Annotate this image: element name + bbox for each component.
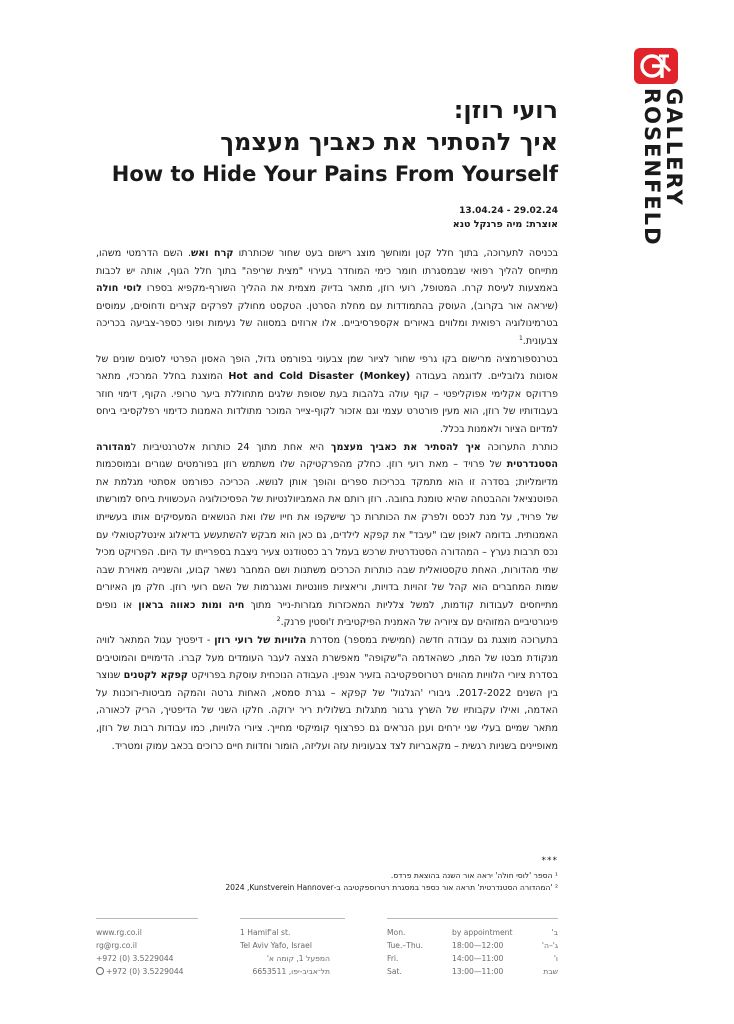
paragraph-2: בטרנספורמציה מרישום בקו גרפי שחור לציור שמן צבעוני בפורמט גדול, הופך האסון הפרטי לסוגים שונים של אסונות גלובליים. לדוגמה בעבודה Hot and Cold Disaster (Monkey) המוצגת בחלל המרכזי, מתאר פרדוקס אקלימי אפוקליפטי – קוף עולה בלהבות בעת שסופת שלגים מתחוללת ביער טרופי. הקוף, דימוי חוזר בעבודותיו של רוזן, הוא מעין פורטרט עצמי וגם אזכור לקוף-צייר המוכר מתולדות האמנות כדימוי רפלקסיבי ביחס למדיום הציור ולאמנות בכלל. [96, 353, 558, 435]
section-separator: *** [541, 856, 558, 866]
paragraph-3: כותרת התערוכה איך להסתיר את כאביך מעצמך היא אחת מתוך 24 כותרות אלטרנטיביות למהדורה הסטנדרטית של פרויד – מאת רועי רוזן. כחלק מהפרקטיקה שלו משתמש רוזן בפורמטים שגורים ובמוסכמות מדיומליות; בסדרה זו הוא מתמקד בכריכות ספרים והופך אותן לנושא. הכריכה כפורמט אסתטי מגלמת את הפוטנציאל וההבטחה שהיא טומנת בחובה. רוזן רותם את האמביוולנטיות של הפסיכולוגיה העכשווית ביחס למורשתו של פרויד, על מנת לכסס ולפרק את הכותרות כך שישקפו את חייו שלו ואת הנושאים המעסיקים אותו בעשייתו האמנותית. בדומה לאופן שבו "עיבד" את קפקא לילדים, גם כאן הוא מבקש להשתעשע בדיאלוג אינטלקטואלי עם נכס תרבות נערץ – המהדורה הסטנדרטית שרכש בעמל רב כסטודנט צעיר ניצבת בספרייתו עד היום. הפרויקט מכיל שתי מהדורות, האחת טקסטואלית שבה כותרות הכרכים משתנות ושם המחבר נשאר קבוע, והשנייה מאוירת שבה שמות המחברים הוא קהל של זהויות בדויות, וריאציות פוונטיות ואנגרמות של השם רועי רוזן. חלק מן האיורים מתייחסים לעבודות קודמות, למשל צלליות המאכזרות מגזרות-נייר מתוך חיה ומות כאווה בראון או נופים פיגורטיביים המזוהים עם ציוריה של האמנית הפיקטיבית ז'וסטין פרנק.$^2$ [96, 441, 558, 629]
paragraph-1: בכניסה לתערוכה, בתוך חלל קטן ומוחשך מוצג רישום בעט שחור שכותרתו קרח ואש. השם הדרמטי משהו, מתייחס להליך רפואי שבמסגרתו חומר כימי המוחדר בעירוי "מצית שריפה" בתוך חלל הגוף, אותה יש לכבות באמצעות לעיסת קרח. המטופל, רועי רוזן, מתאר בדיוק מצמית את ההליך השורף-מקפיא בספרו לוסי חולה (שיראה אור בקרוב), העוסק בהתמודדות עם מחלת הסרטן. הטקסט מחולק לפרקים קצרים ודחוסים, עמוסים בטרמינולוגיה רפואית ומלווים באיורים אקספרסיביים. אלו ארוזים במסווה של נעימות ופוני כספר-צביעה בכריכה צבעונית.$^1$ [96, 248, 558, 347]
artist-name: רועי רוזן: [453, 96, 558, 124]
rg-monogram-glyph [639, 51, 673, 81]
address-en-line2: Tel Aviv Yafo, Israel [240, 941, 312, 950]
footer-hours-times [452, 926, 512, 978]
footnote-1: ¹ הספר 'לוסי חולה' יראה אור השנה בהוצאת פרדס. [390, 871, 558, 880]
hours-time: by appointment [452, 928, 513, 937]
work-title-emphasis: חיה ומות כאווה בראון [138, 599, 245, 611]
wordmark-line-rosenfeld: ROSENFELD [640, 88, 664, 247]
footnote-2: ² 'המהדורה הסטנדרטית' תראה אור כספר במסגרת רטרוספקטיבה ב-Kunstverein Hannover, 2024 [225, 883, 558, 892]
standard-edition-emphasis: מהדורה הסטנדרטית [96, 441, 558, 471]
curator-label: אוצרת: [525, 219, 558, 230]
hours-time: 14:00—11:00 [452, 954, 504, 963]
hours-time: 13:00—11:00 [452, 967, 504, 976]
work-title-fire-and-ice: קרח ואש [191, 248, 234, 259]
email-link[interactable]: rg@rg.co.il [96, 941, 137, 950]
project-title-kafka: קפקא לקטנים [123, 670, 188, 682]
book-title-lucy-sick: לוסי חולה [96, 283, 142, 295]
work-title-hot-and-cold: Hot and Cold Disaster (Monkey) [228, 371, 411, 383]
rg-monogram-icon [634, 48, 678, 84]
phone-number[interactable]: +972 (0) 3.5229044 [96, 954, 174, 963]
hours-day-en: Tue.–Thu. [387, 941, 423, 950]
hours-day-en: Fri. [387, 954, 399, 963]
whatsapp-icon [96, 967, 104, 975]
address-he-line1: המפעל 1, קומה א' [266, 954, 330, 963]
exhibition-title-hebrew: איך להסתיר את כאביך מעצמך [220, 128, 558, 156]
wordmark-line-gallery: GALLERY [662, 88, 686, 207]
hours-day-he: ב' [551, 928, 558, 937]
address-en-line1: 1 Hamif'al st. [240, 928, 291, 937]
footer-contact [96, 926, 184, 978]
footer-hours-days-he [520, 926, 558, 978]
hours-day-he: ו' [553, 954, 558, 963]
address-he-line2: תל־אביב-יפו, 6653511 [252, 967, 330, 976]
hours-time: 18:00—12:00 [452, 941, 504, 950]
footnote-ref-1: 1 [518, 334, 523, 342]
hours-day-he: ג'–ה' [541, 941, 558, 950]
paragraph-4: בתערוכה מוצגת גם עבודה חדשה (חמישית במספר) מסדרת הלוויות של רועי רוזן - דיפטיך עגול המתאר לוויה מנקודת מבטו של המת, כשהאדמה ה"שקופה" מאפשרת הצצה לעבר העומדים מעל קברו. הדימויים והמוטיבים בסדרת ציורי הלוויות מהווים רטרוספקטיבה בזעיר אנפין. העבודה הנוכחית עוסקת בפרויקט קפקא לקטנים שנוצר בין השנים 2017-2022. גיבורי 'הגלגול' של קפקא – גגרת סמסא, האחות גרטה והמקה מביטות-רוכנות על האדמה, ואילו עקבותיו של השרץ גרגור מתגלות בשלולית ריר ירוקה. חלקו השני של הדיפטיך, הריק לכאורה, מתאר שמיים בעלי שני ירחים וענן הנראים גם כפרצוף קומיקסי מחייך. ציורי הלוויות, כמו עבודות רבות של רוזן, מאופיינים בשניות רגשית – מקאבריות לצד צבעוניות עזה ועליזה, הומור וחדוות חיים כרוכים בכאב עמוק ומטריד. [96, 635, 558, 752]
gallery-logo [634, 48, 686, 247]
curator-credit [90, 218, 558, 232]
hours-day-en: Sat. [387, 967, 402, 976]
footer-divider [240, 918, 345, 919]
footer [0, 926, 734, 986]
website-link[interactable]: www.rg.co.il [96, 928, 142, 937]
hours-day-en: Mon. [387, 928, 406, 937]
hours-day-he: שבת [543, 967, 558, 976]
footer-divider [387, 918, 558, 919]
title-emphasis: איך להסתיר את כאביך מעצמך [330, 441, 481, 453]
curator-name: מיה פרנקל טנא [452, 219, 523, 230]
whatsapp-number[interactable]: +972 (0) 3.5229044 [96, 965, 184, 978]
gallery-wordmark [634, 88, 686, 288]
exhibition-text [96, 245, 558, 755]
series-title-funerals: הלוויות של רועי רוזן [214, 635, 307, 647]
footer-divider [96, 918, 198, 919]
footer-hours-days-en [387, 926, 423, 978]
exhibition-title-english: How to Hide Your Pains From Yourself [111, 162, 558, 186]
footnote-ref-2: 2 [276, 616, 281, 624]
exhibition-dates: 13.04.24 - 29.02.24 [459, 206, 558, 216]
footer-address [240, 926, 330, 978]
exhibition-header [90, 94, 558, 232]
